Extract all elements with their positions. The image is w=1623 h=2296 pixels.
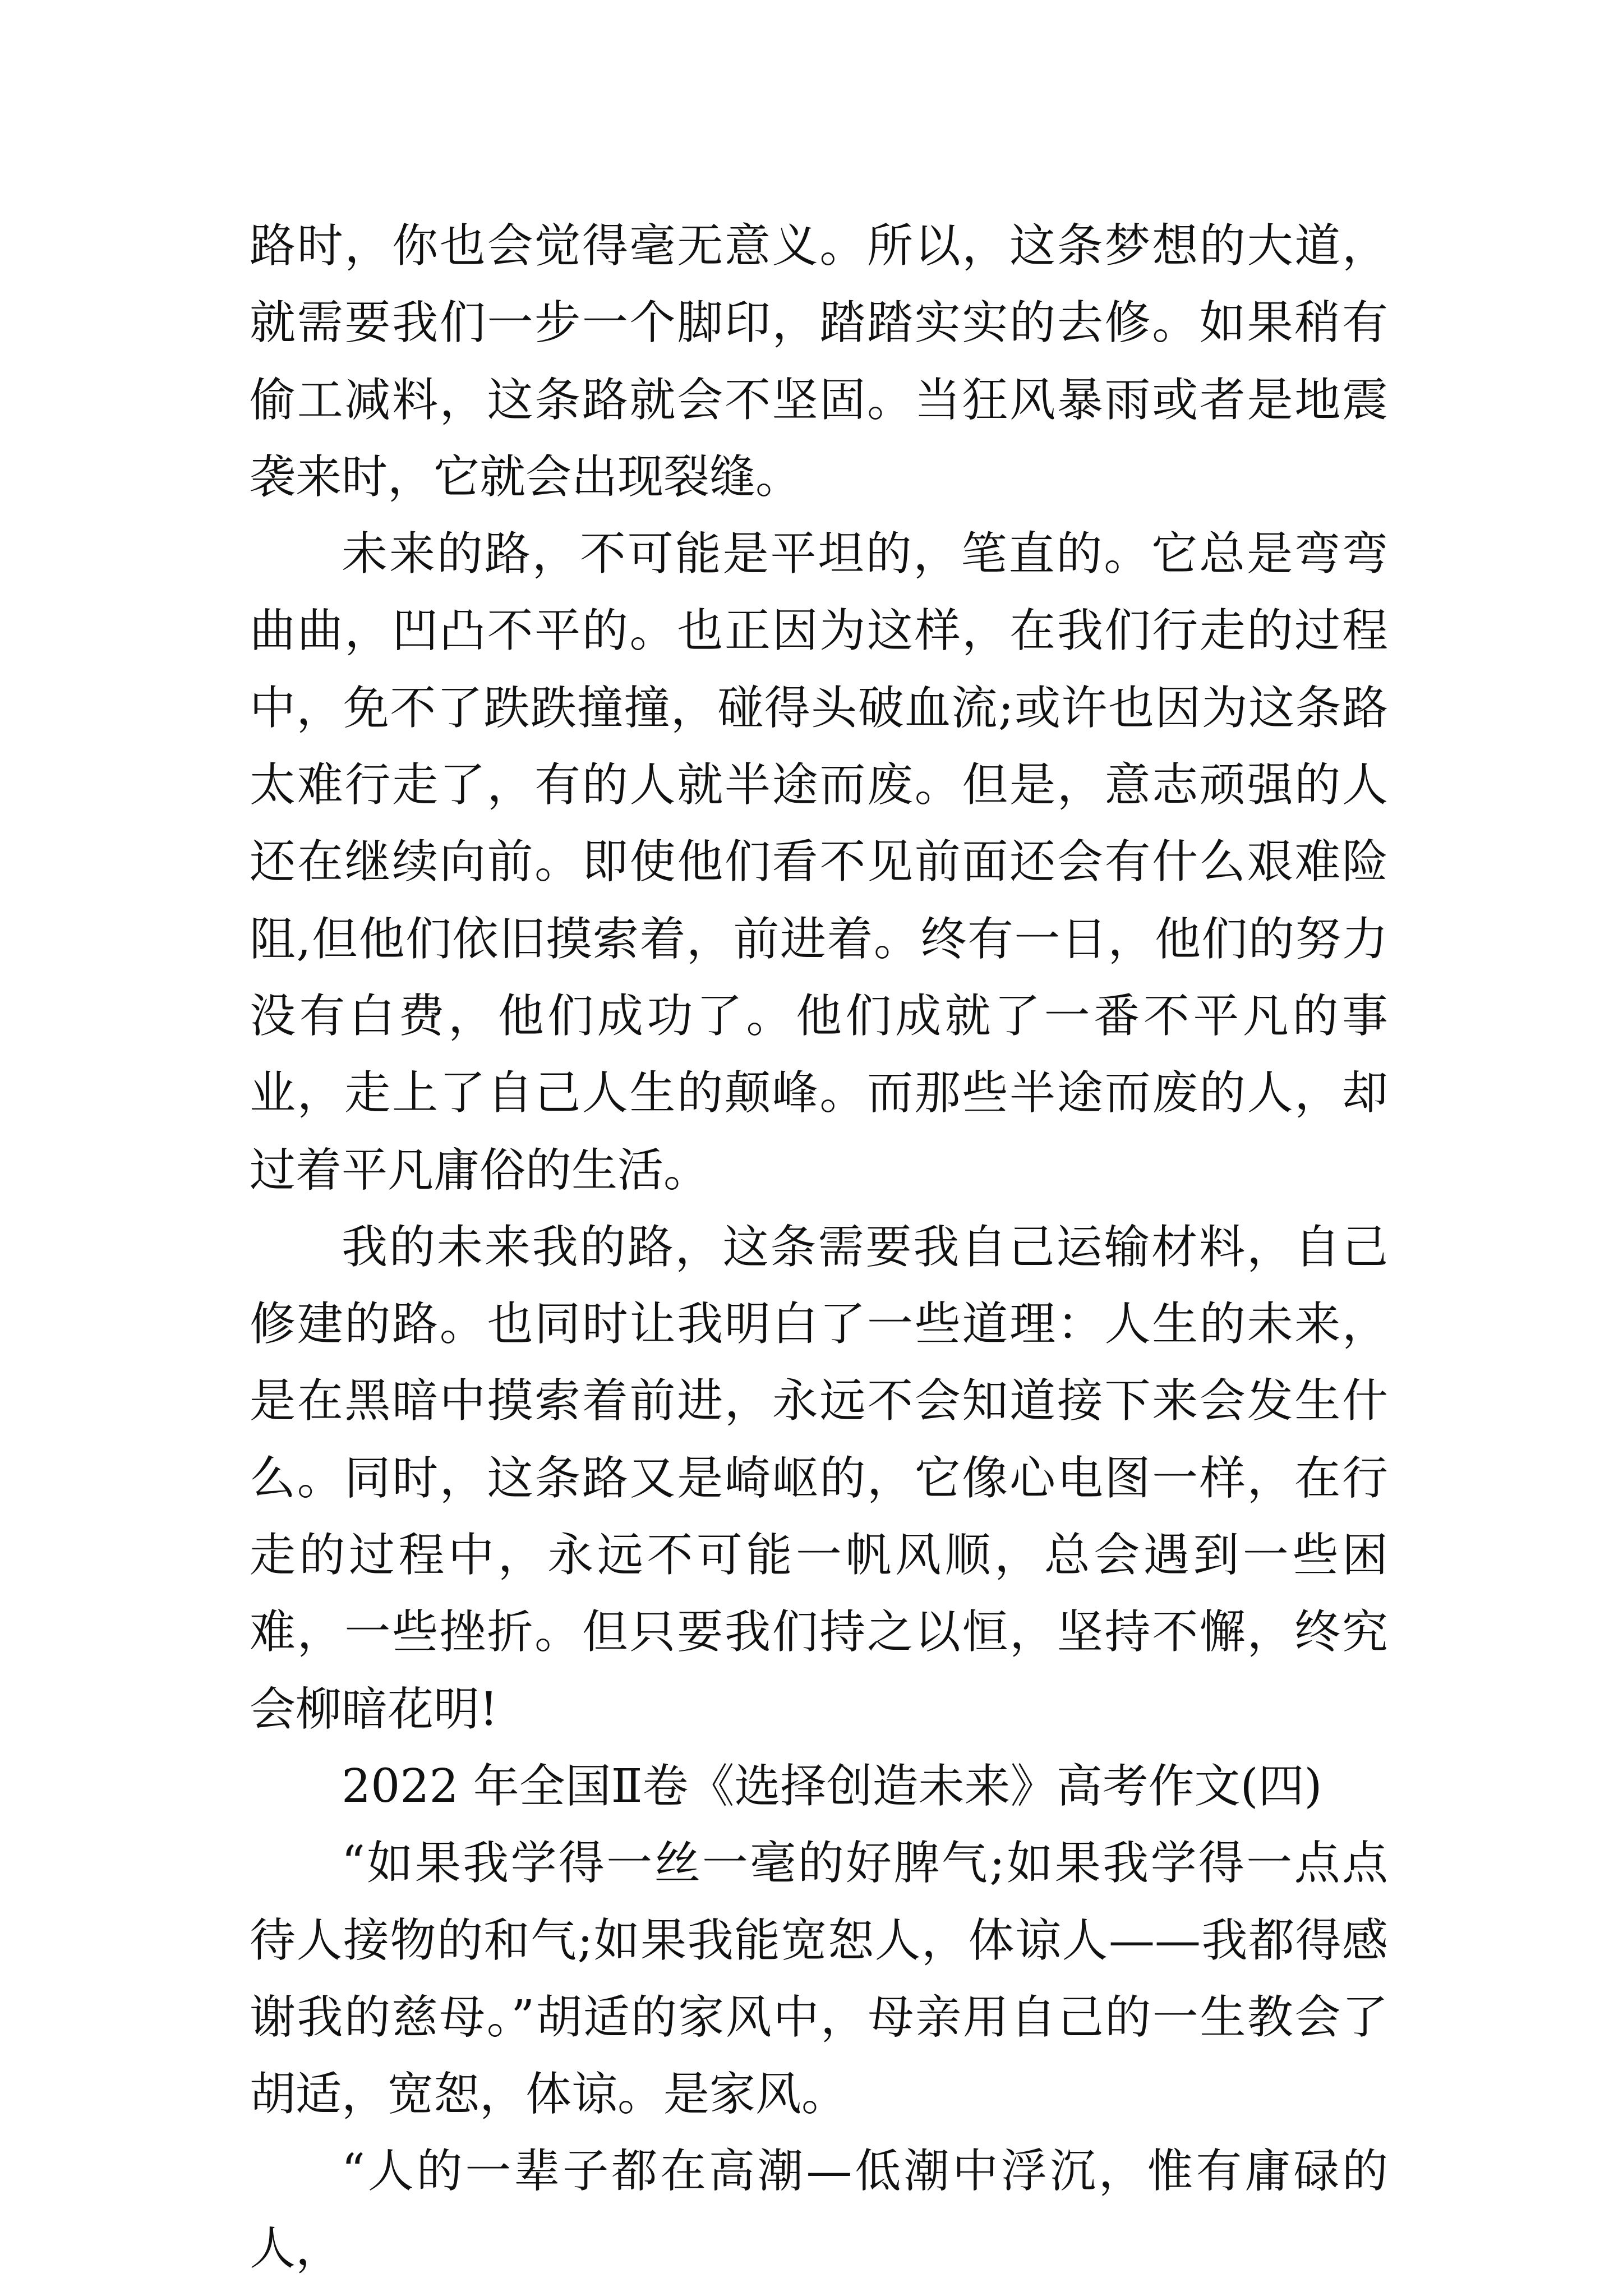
paragraph: “人的一辈子都在高潮—低潮中浮沉，惟有庸碌的人， (250, 2145, 1388, 2275)
paragraph: 我的未来我的路，这条需要我自己运输材料，自己修建的路。也同时让我明白了一些道理：人生的未来，是在黑暗中摸索着前进，永远不会知道接下来会发生什么。同时，这条路又是崎岖的，它像心电图一样，在行走的过程中，永远不可能一帆风顺，总会遇到一些困难，一些挫折。但只要我们持之以恒，坚持不懈，终究会柳暗花明! (250, 1220, 1388, 1736)
paragraph-continued: 路时，你也会觉得毫无意义。所以，这条梦想的大道，就需要我们一步一个脚印，踏踏实实的去修。如果稍有偷工减料，这条路就会不坚固。当狂风暴雨或者是地震袭来时，它就会出现裂缝。 (250, 219, 1388, 504)
document-body (250, 208, 1388, 2287)
paragraph: “如果我学得一丝一毫的好脾气;如果我学得一点点待人接物的和气;如果我能宽恕人，体谅人——我都得感谢我的慈母。”胡适的家风中，母亲用自己的一生教会了胡适，宽恕，体谅。是家风。 (250, 1837, 1388, 2122)
paragraph: 未来的路，不可能是平坦的，笔直的。它总是弯弯曲曲，凹凸不平的。也正因为这样，在我们行走的过程中，免不了跌跌撞撞，碰得头破血流;或许也因为这条路太难行走了，有的人就半途而废。但是，意志顽强的人还在继续向前。即使他们看不见前面还会有什么艰难险阻,但他们依旧摸索着，前进着。终有一日，他们的努力没有白费，他们成功了。他们成就了一番不平凡的事业，走上了自己人生的颠峰。而那些半途而废的人，却过着平凡庸俗的生活。 (250, 527, 1388, 1197)
section-title: 2022 年全国Ⅱ卷《选择创造未来》高考作文(四) (342, 1759, 1322, 1813)
